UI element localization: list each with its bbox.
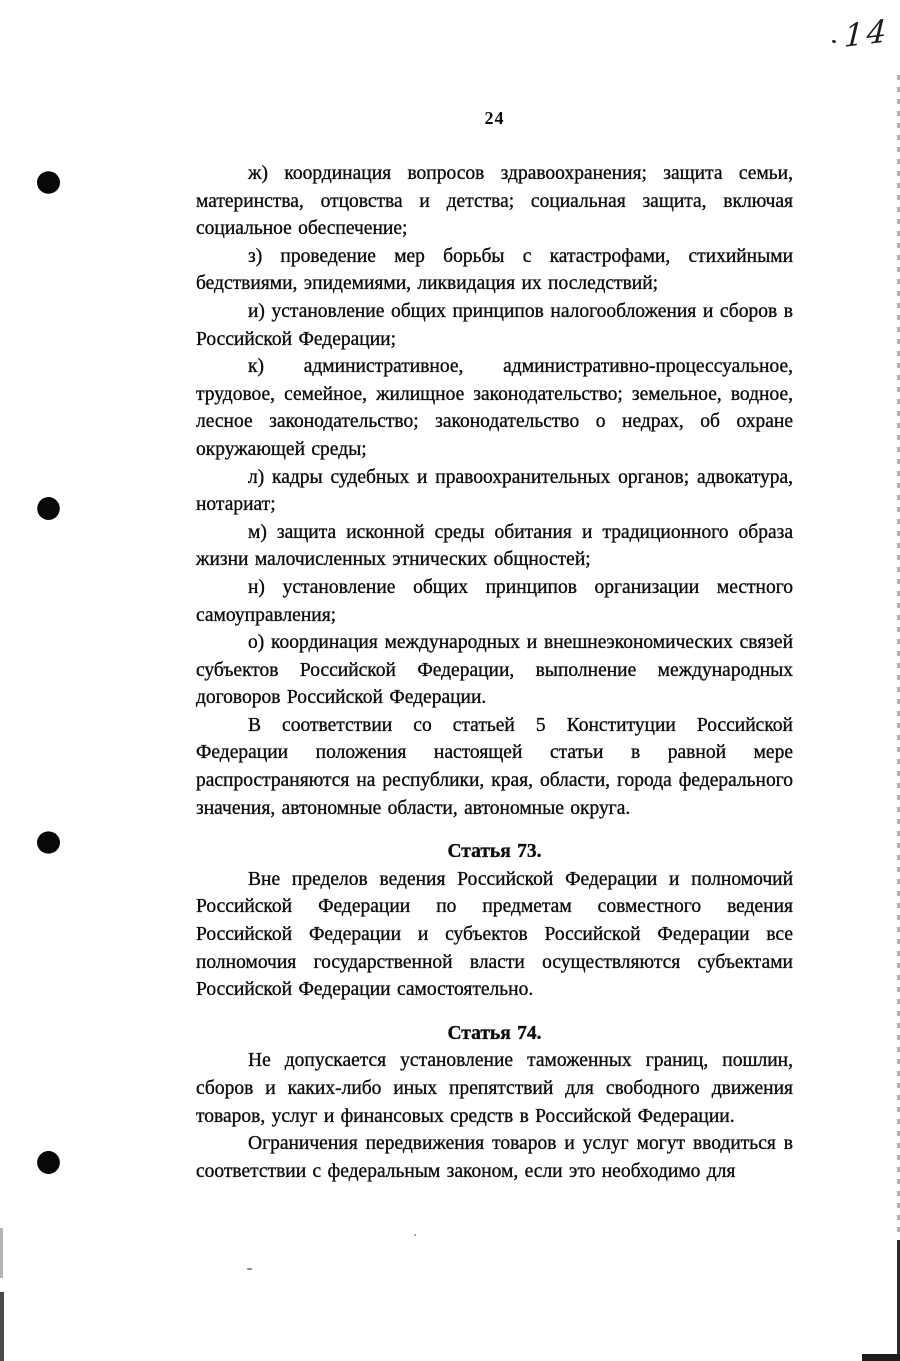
article-73-body: Вне пределов ведения Российской Федерации и полномочий Российской Федерации по предметам совместного ведения Российской Федерации и субъектов Российской Федерации все полномочия государственной власти осуществляются субъектами Российской Федерации самостоятельно. — [196, 868, 793, 1001]
punch-hole-mark — [36, 1150, 60, 1175]
scan-edge-artifact-left-light — [0, 1228, 3, 1278]
scan-edge-artifact-left-dark — [0, 1292, 4, 1361]
scan-edge-artifact-bottom-right — [862, 1354, 900, 1361]
handwritten-annotation — [828, 12, 898, 66]
punch-hole-mark — [37, 831, 60, 853]
article-72-item-l: л) кадры судебных и правоохранительных органов; адвокатура, нотариат; — [196, 466, 793, 516]
article-74-paragraph-1: Не допускается установление таможенных границ, пошлин, сборов и каких-либо иных препятствий для свободного движения товаров, услуг и финансовых средств в Российской Федерации. — [196, 1050, 793, 1127]
punch-hole-mark — [36, 170, 62, 195]
document-text-column — [196, 160, 793, 1185]
article-72-item-o: о) координация международных и внешнеэкономических связей субъектов Российской Федерации, выполнение международных договоров Российской Федерации. — [196, 632, 793, 709]
article-74-heading: Статья 74. — [447, 1022, 542, 1044]
punch-hole-mark — [36, 496, 61, 521]
article-72-item-n: н) установление общих принципов организации местного самоуправления; — [196, 576, 793, 626]
article-72-item-zh: ж) координация вопросов здравоохранения; защита семьи, материнства, отцовства и детства; социальная защита, включая социальное обеспечение; — [196, 163, 793, 240]
article-72-item-z: з) проведение мер борьбы с катастрофами, стихийными бедствиями, эпидемиями, ликвидация их последствий; — [196, 245, 793, 295]
article-72-item-i: и) установление общих принципов налогообложения и сборов в Российской Федерации; — [196, 300, 793, 350]
article-72-item-m: м) защита исконной среды обитания и традиционного образа жизни малочисленных этнических общностей; — [196, 521, 793, 571]
article-73-heading: Статья 73. — [447, 841, 542, 863]
handwritten-page-number: 14 — [843, 12, 891, 56]
printed-page-number: 24 — [484, 108, 505, 128]
article-72-closing-paragraph: В соответствии со статьей 5 Конституции Российской Федерации положения настоящей статьи в равной мере распространяются на республики, края, области, города федерального значения, автономные области, автономные округа. — [196, 714, 793, 819]
article-72-item-k: к) административное, административно-процессуальное, трудовое, семейное, жилищное законодательство; земельное, водное, лесное законодательство; законодательство о недрах, об охране окружающей среды; — [196, 356, 793, 460]
article-74-paragraph-2: Ограничения передвижения товаров и услуг могут вводиться в соответствии с федеральным законом, если это необходимо для — [196, 1133, 793, 1182]
scan-noise-speck — [247, 1268, 252, 1270]
scan-noise-speck — [414, 1234, 416, 1236]
pen-dot-mark — [832, 39, 837, 43]
